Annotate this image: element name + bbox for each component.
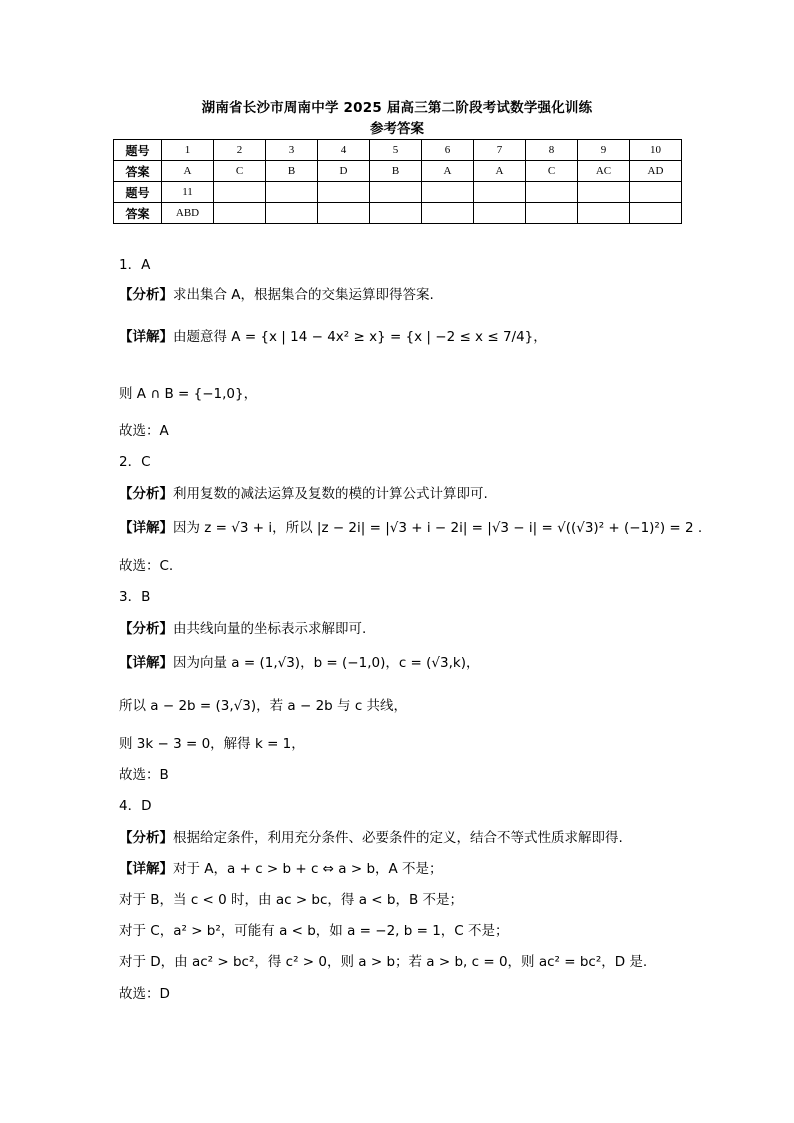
conclusion-line: 故选：C.: [119, 558, 174, 574]
answer-table: [113, 139, 682, 224]
question-number: 8: [526, 140, 578, 161]
question-number: 11: [162, 182, 214, 203]
document-subtitle: 参考答案: [370, 121, 424, 137]
question-number: 6: [422, 140, 474, 161]
detail-line: [119, 516, 702, 536]
analysis-tag: 【分析】: [119, 830, 173, 846]
question-number: [630, 182, 682, 203]
solution-heading: 3．B: [119, 589, 151, 605]
detail-text: 因为向量 a = (1,√3)，b = (−1,0)，c = (√3,k)，: [173, 655, 480, 671]
answer-cell: C: [214, 161, 266, 182]
answer-cell: [214, 203, 266, 224]
question-number: 2: [214, 140, 266, 161]
answer-cell: A: [162, 161, 214, 182]
answer-cell: A: [474, 161, 526, 182]
answer-cell: [370, 203, 422, 224]
solution-heading: 2．C: [119, 454, 151, 470]
analysis-tag: 【分析】: [119, 287, 173, 303]
solution-heading: 1．A: [119, 257, 151, 273]
detail-line: [119, 857, 443, 877]
question-number: 1: [162, 140, 214, 161]
answer-cell: [474, 203, 526, 224]
answer-cell: AC: [578, 161, 630, 182]
analysis-text: 求出集合 A，根据集合的交集运算即得答案.: [173, 287, 434, 303]
analysis-text: 由共线向量的坐标表示求解即可.: [173, 621, 367, 637]
question-number: [318, 182, 370, 203]
analysis-line: [119, 826, 623, 846]
detail-line: [119, 651, 480, 671]
question-number: [578, 182, 630, 203]
analysis-text: 根据给定条件，利用充分条件、必要条件的定义，结合不等式性质求解即得.: [173, 830, 623, 846]
answer-cell: ABD: [162, 203, 214, 224]
detail-tag: 【详解】: [119, 861, 173, 877]
detail-tag: 【详解】: [119, 520, 173, 536]
detail-line: 所以 a − 2b = (3,√3)，若 a − 2b 与 c 共线，: [119, 698, 408, 714]
answer-cell: B: [370, 161, 422, 182]
detail-line: 对于 C，a² > b²，可能有 a < b，如 a = −2, b = 1，C 不是；: [119, 923, 509, 939]
question-number: [214, 182, 266, 203]
question-number: 7: [474, 140, 526, 161]
detail-tag: 【详解】: [119, 655, 173, 671]
detail-text: 对于 A，a + c > b + c ⇔ a > b，A 不是；: [173, 861, 443, 877]
table-row: [114, 203, 682, 224]
analysis-tag: 【分析】: [119, 621, 173, 637]
detail-line: 则 3k − 3 = 0，解得 k = 1，: [119, 736, 305, 752]
question-number: [370, 182, 422, 203]
detail-line: 则 A ∩ B = {−1,0}，: [119, 386, 258, 402]
answer-cell: [578, 203, 630, 224]
answer-cell: AD: [630, 161, 682, 182]
answer-cell: D: [318, 161, 370, 182]
detail-text: 因为 z = √3 + i，所以 |z − 2i| = |√3 + i − 2i| = |√3 − i| = √((√3)² + (−1)²) = 2 .: [173, 520, 703, 536]
answer-cell: [526, 203, 578, 224]
table-row: [114, 140, 682, 161]
question-number: 5: [370, 140, 422, 161]
question-number: [266, 182, 318, 203]
question-number: 4: [318, 140, 370, 161]
analysis-tag: 【分析】: [119, 486, 173, 502]
analysis-line: [119, 283, 434, 303]
analysis-line: [119, 482, 488, 502]
conclusion-line: 故选：A: [119, 423, 169, 439]
table-row: [114, 182, 682, 203]
detail-tag: 【详解】: [119, 329, 173, 345]
answer-cell: [318, 203, 370, 224]
document-title: 湖南省长沙市周南中学 2025 届高三第二阶段考试数学强化训练: [201, 100, 593, 116]
answer-cell: [630, 203, 682, 224]
question-number: 3: [266, 140, 318, 161]
row-label-question: 题号: [114, 140, 162, 161]
conclusion-line: 故选：D: [119, 986, 170, 1002]
answer-cell: A: [422, 161, 474, 182]
detail-line: 对于 B，当 c < 0 时，由 ac > bc，得 a < b，B 不是；: [119, 892, 463, 908]
row-label-answer: 答案: [114, 161, 162, 182]
answer-cell: [266, 203, 318, 224]
question-number: 9: [578, 140, 630, 161]
conclusion-line: 故选：B: [119, 767, 169, 783]
row-label-question: 题号: [114, 182, 162, 203]
analysis-line: [119, 617, 366, 637]
table-row: [114, 161, 682, 182]
detail-line: 对于 D，由 ac² > bc²，得 c² > 0，则 a > b；若 a > b, c = 0，则 ac² = bc²，D 是.: [119, 954, 648, 970]
question-number: 10: [630, 140, 682, 161]
answer-cell: C: [526, 161, 578, 182]
detail-text: 由题意得 A = {x | 14 − 4x² ≥ x} = {x | −2 ≤ x ≤ 7/4}，: [173, 329, 547, 345]
question-number: [526, 182, 578, 203]
answer-cell: [422, 203, 474, 224]
question-number: [422, 182, 474, 203]
row-label-answer: 答案: [114, 203, 162, 224]
analysis-text: 利用复数的减法运算及复数的模的计算公式计算即可.: [173, 486, 488, 502]
solution-heading: 4．D: [119, 798, 152, 814]
answer-cell: B: [266, 161, 318, 182]
question-number: [474, 182, 526, 203]
detail-line: [119, 325, 547, 345]
